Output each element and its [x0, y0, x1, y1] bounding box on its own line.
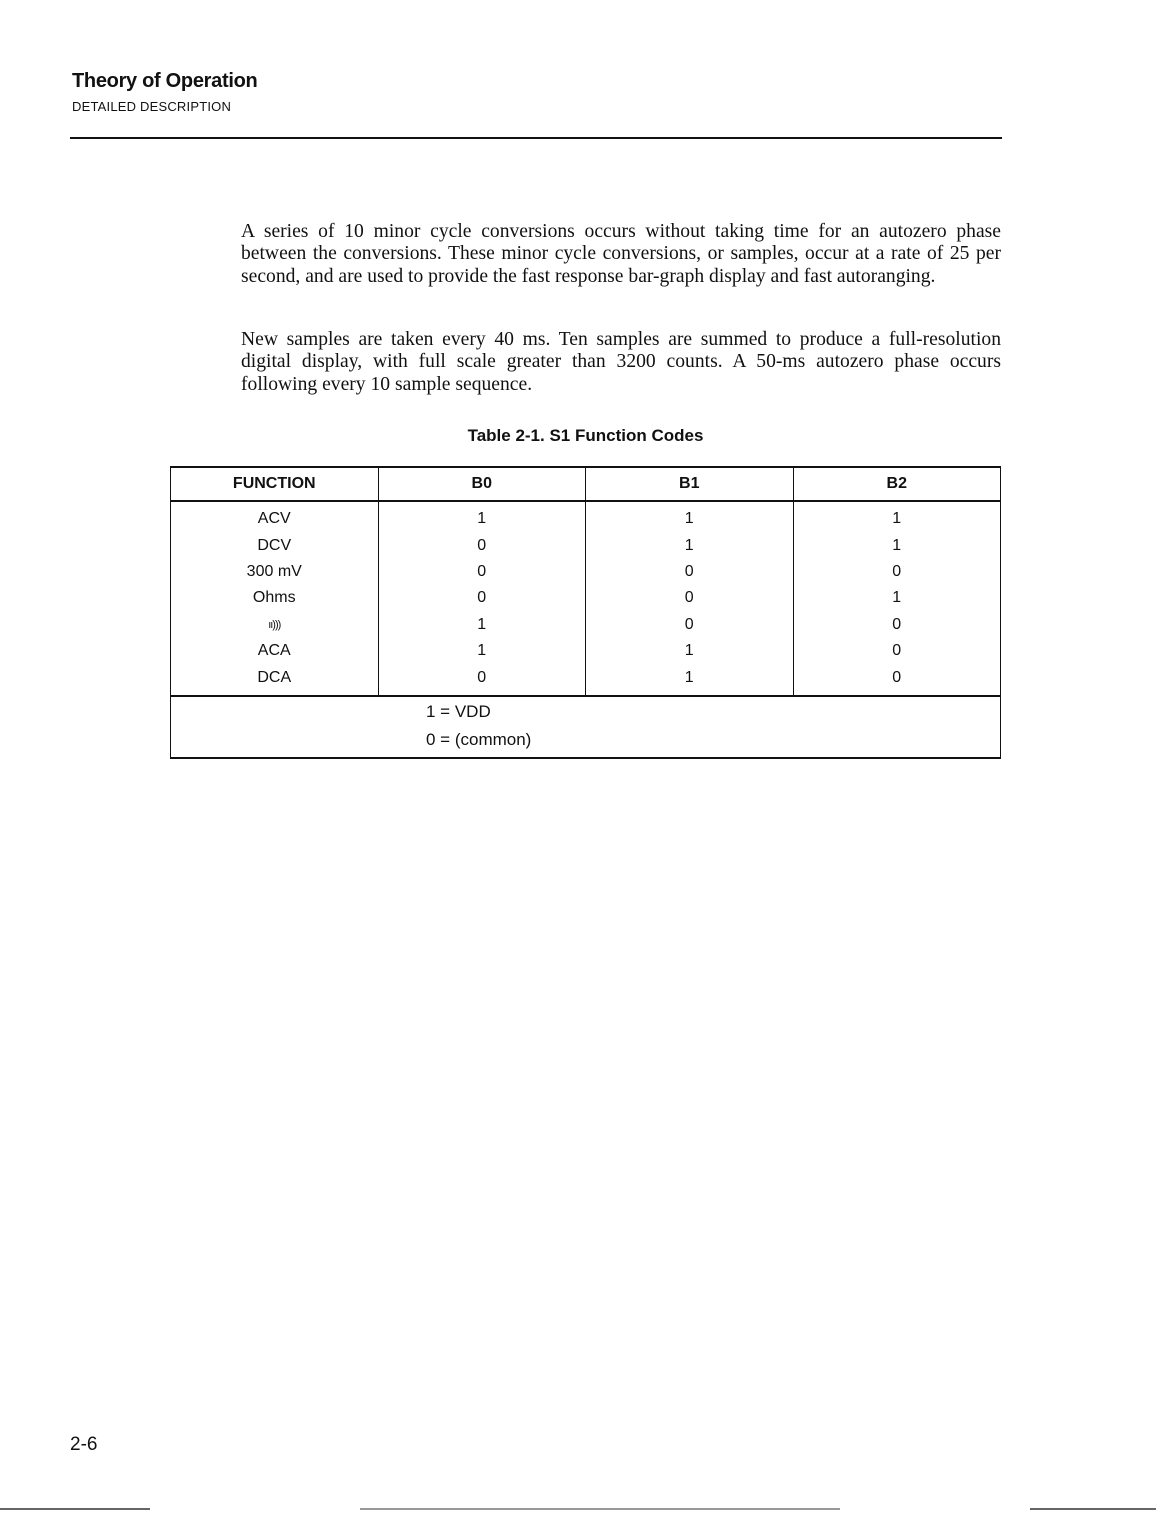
- cell-b0: 0: [378, 532, 586, 558]
- cell-function: DCV: [171, 532, 379, 558]
- cell-b2: 0: [793, 559, 1001, 585]
- paragraph-samples: New samples are taken every 40 ms. Ten samples are summed to produce a full-resolution digital display, with full scale greater than 3200 counts. A 50-ms autozero phase occurs following every 10 sample sequence.: [241, 329, 1001, 395]
- cell-function: DCA: [171, 664, 379, 695]
- header-b1: B1: [586, 467, 794, 501]
- cell-b0: 1: [378, 612, 586, 638]
- cell-function-continuity-icon: ıı))): [171, 612, 379, 638]
- cell-b0: 1: [378, 501, 586, 532]
- legend-zero: 0 = (common): [426, 729, 532, 749]
- header-b2: B2: [793, 467, 1001, 501]
- table-row: [171, 612, 1001, 638]
- page-number: 2-6: [70, 1434, 98, 1455]
- header-rule: [70, 137, 1002, 139]
- scan-edge-right: [1030, 1508, 1156, 1510]
- legend-one: 1 = VDD: [426, 701, 491, 721]
- paragraph-minor-cycle: A series of 10 minor cycle conversions occurs without taking time for an autozero phase between the conversions. These minor cycle conversions, or samples, occur at a rate of 25 per second, and are used to provide the fast response bar-graph display and fast autoranging.: [241, 221, 1001, 287]
- cell-b1: 1: [586, 532, 794, 558]
- table-row: [171, 501, 1001, 532]
- cell-b0: 0: [378, 664, 586, 695]
- cell-b1: 1: [586, 501, 794, 532]
- cell-b2: 1: [793, 501, 1001, 532]
- cell-b2: 0: [793, 612, 1001, 638]
- cell-b2: 0: [793, 664, 1001, 695]
- scan-edge-left: [0, 1508, 150, 1510]
- cell-b1: 0: [586, 612, 794, 638]
- cell-b1: 0: [586, 585, 794, 611]
- section-subtitle: DETAILED DESCRIPTION: [72, 99, 232, 114]
- cell-b0: 1: [378, 638, 586, 664]
- table-header-row: [171, 467, 1001, 501]
- header-b0: B0: [378, 467, 586, 501]
- table-row: [171, 638, 1001, 664]
- cell-b1: 0: [586, 559, 794, 585]
- cell-function: 300 mV: [171, 559, 379, 585]
- cell-b1: 1: [586, 664, 794, 695]
- cell-b1: 1: [586, 638, 794, 664]
- cell-b0: 0: [378, 559, 586, 585]
- function-codes-table: [170, 466, 1001, 759]
- cell-b2: 0: [793, 638, 1001, 664]
- cell-function: ACV: [171, 501, 379, 532]
- cell-b2: 1: [793, 585, 1001, 611]
- header-function: FUNCTION: [171, 467, 379, 501]
- table-row: [171, 559, 1001, 585]
- cell-function: ACA: [171, 638, 379, 664]
- table-legend: [426, 697, 1000, 754]
- cell-b2: 1: [793, 532, 1001, 558]
- table-row: [171, 664, 1001, 695]
- scan-edge-mid: [360, 1508, 840, 1510]
- table-caption: Table 2-1. S1 Function Codes: [467, 426, 704, 445]
- section-title: Theory of Operation: [72, 70, 258, 92]
- table-row: [171, 585, 1001, 611]
- cell-b0: 0: [378, 585, 586, 611]
- table-legend-row: [171, 696, 1001, 758]
- table-row: [171, 532, 1001, 558]
- cell-function: Ohms: [171, 585, 379, 611]
